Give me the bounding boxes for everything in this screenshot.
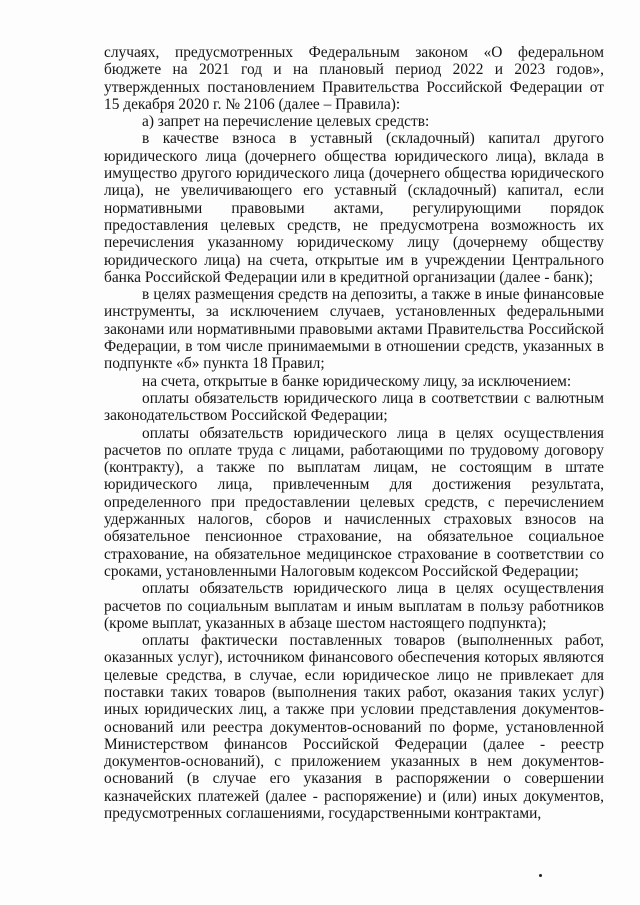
paragraph-intro: случаях, предусмотренных Федеральным законом «О федеральном бюджете на 2021 год и на плановый период 2022 и 2023 годов», утвержденных постановлением Правительства Российской Федерации от 15 декабря 2020 г. № 2106 (далее – Правила):	[104, 44, 604, 113]
paragraph-item-a: а) запрет на перечисление целевых средств:	[142, 113, 430, 131]
paragraph-payroll: оплаты обязательств юридического лица в целях осуществления расчетов по оплате труда с лицами, работающими по трудовому договору (контракту), а также по выплатам лицам, не состоящим в штате юридического лица, привлеченным для достижения результата, определенного при предоставлении целевых средств, с перечислением удержанных налогов, сборов и начисленных страховых взносов на обязательное пенсионное страхование, на обязательное социальное страхование, на обязательное медицинское страхование в соответствии со сроками, установленными Налоговым кодексом Российской Федерации;	[104, 424, 604, 580]
document-body	[104, 44, 604, 822]
paragraph-deposits: в целях размещения средств на депозиты, а также в иные финансовые инструменты, за исключением случаев, установленных федеральными законами или нормативными правовыми актами Правительства Российской Федерации, в том числе принимаемыми в отношении средств, указанных в подпункте «б» пункта 18 Правил;	[104, 286, 604, 373]
paragraph-capital-contribution: в качестве взноса в уставный (складочный) капитал другого юридического лица (дочернего общества юридического лица), вклада в имущество другого юридического лица (дочернего общества юридического лица), не увеличивающего его уставный (складочный) капитал, если нормативными правовыми актами, регулирующими порядок предоставления целевых средств, не предусмотрена возможность их перечисления указанному юридическому лицу (дочернему обществу юридического лица) на счета, открытые им в учреждении Центрального банка Российской Федерации или в кредитной организации (далее - банк);	[104, 130, 604, 286]
paragraph-social-payments: оплаты обязательств юридического лица в целях осуществления расчетов по социальным выплатам и иным выплатам в пользу работников (кроме выплат, указанных в абзаце шестом настоящего подпункта);	[104, 580, 604, 632]
paragraph-currency-obligations: оплаты обязательств юридического лица в соответствии с валютным законодательством Российской Федерации;	[104, 389, 604, 425]
scan-dot	[539, 874, 542, 877]
paragraph-bank-accounts: на счета, открытые в банке юридическому лицу, за исключением:	[142, 372, 572, 390]
paragraph-goods-payment: оплаты фактически поставленных товаров (выполненных работ, оказанных услуг), источником финансового обеспечения которых являются целевые средства, в случае, если юридическое лицо не привлекает для поставки таких товаров (выполнения таких работ, оказания таких услуг) иных юридических лиц, а также при условии представления документов-оснований или реестра документов-оснований по форме, установленной Министерством финансов Российской Федерации (далее - реестр документов-оснований), с приложением указанных в нем документов-оснований (в случае его указания в распоряжении о совершении казначейских платежей (далее - распоряжение) и (или) иных документов, предусмотренных соглашениями, государственными контрактами,	[104, 632, 604, 823]
